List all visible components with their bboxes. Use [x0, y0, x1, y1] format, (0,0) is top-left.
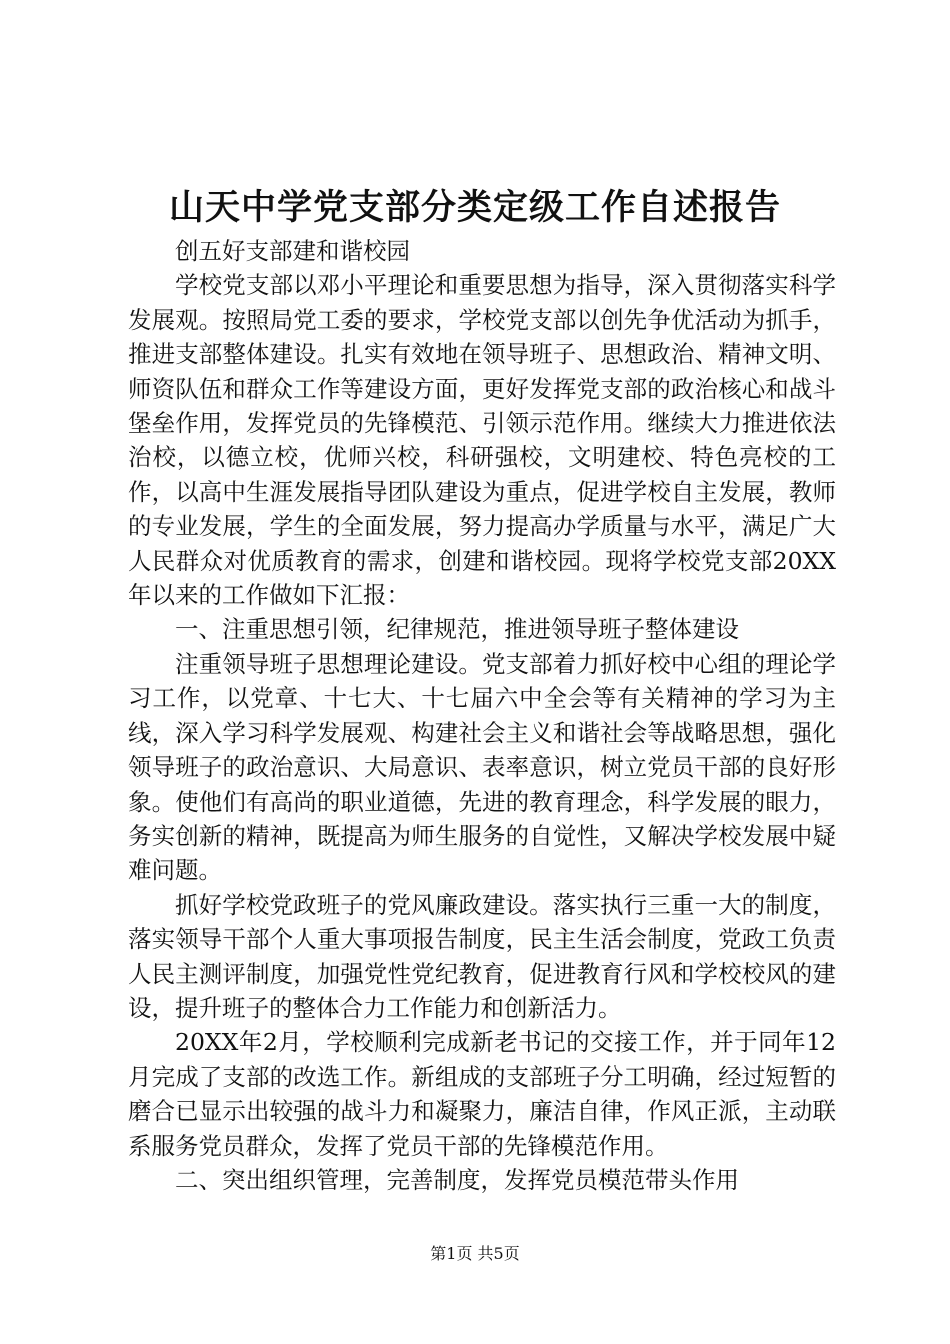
section-heading-1: 一、注重思想引领，纪律规范，推进领导班子整体建设 — [175, 615, 739, 644]
page-number-footer: 第1页 共5页 — [430, 1244, 520, 1263]
section-heading-2: 二、突出组织管理，完善制度，发挥党员模范带头作用 — [175, 1165, 739, 1194]
body-paragraph: 20XX年2月，学校顺利完成新老书记的交接工作，并于同年12月完成了支部的改选工作。新组成的支部班子分工明确，经过短暂的磨合已显示出较强的战斗力和凝聚力，廉洁自律，作风正派，主动联系服务党员群众，发挥了党员干部的先锋模范作用。 — [128, 1028, 836, 1160]
body-paragraph: 抓好学校党政班子的党风廉政建设。落实执行三重一大的制度，落实领导干部个人重大事项报告制度，民主生活会制度，党政工负责人民主测评制度，加强党性党纪教育，促进教育行风和学校校风的建设，提升班子的整体合力工作能力和创新活力。 — [128, 890, 836, 1022]
document-title: 山天中学党支部分类定级工作自述报告 — [168, 187, 781, 228]
intro-paragraph: 学校党支部以邓小平理论和重要思想为指导，深入贯彻落实科学发展观。按照局党工委的要求，学校党支部以创先争优活动为抓手，推进支部整体建设。扎实有效地在领导班子、思想政治、精神文明、师资队伍和群众工作等建设方面，更好发挥党支部的政治核心和战斗堡垒作用，发挥党员的先锋模范、引领示范作用。继续大力推进依法治校，以德立校，优师兴校，科研强校，文明建校、特色亮校的工作，以高中生涯发展指导团队建设为重点，促进学校自主发展，教师的专业发展，学生的全面发展，努力提高办学质量与水平，满足广大人民群众对优质教育的需求，创建和谐校园。现将学校党支部20XX年以来的工作做如下汇报： — [128, 271, 836, 610]
document-body — [128, 234, 836, 1197]
body-paragraph: 注重领导班子思想理论建设。党支部着力抓好校中心组的理论学习工作，以党章、十七大、十七届六中全会等有关精神的学习为主线，深入学习科学发展观、构建社会主义和谐社会等战略思想，强化领导班子的政治意识、大局意识、表率意识，树立党员干部的良好形象。使他们有高尚的职业道德，先进的教育理念，科学发展的眼力，务实创新的精神，既提高为师生服务的自觉性，又解决学校发展中疑难问题。 — [128, 649, 836, 885]
subtitle-paragraph: 创五好支部建和谐校园 — [175, 237, 410, 265]
